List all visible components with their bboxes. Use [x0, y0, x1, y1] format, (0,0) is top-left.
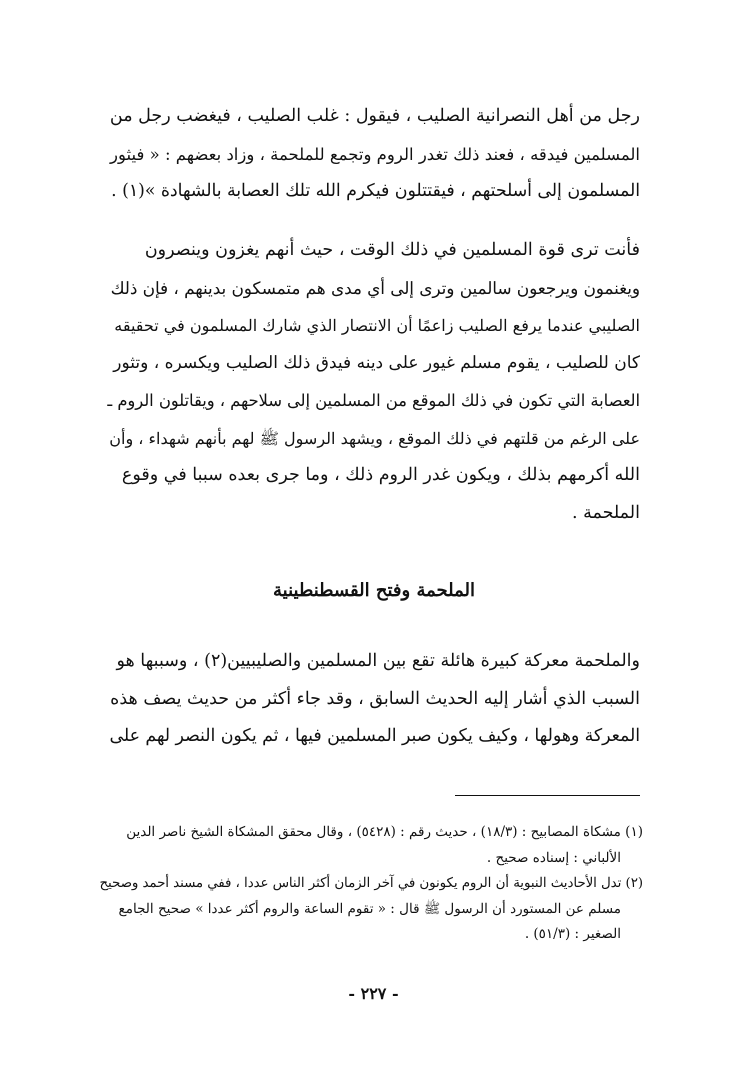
text-line: العصابة التي تكون في ذلك الموقع من المسلمين إلى سلاحهم ، ويقاتلون الروم ـ: [107, 391, 640, 410]
text-line: على الرغم من قلتهم في ذلك الموقع ، ويشهد الرسول ﷺ لهم بأنهم شهداء ، وأن: [109, 428, 640, 448]
footnote-divider: [455, 795, 640, 796]
paragraph-3: [108, 643, 640, 756]
text-line: ويغنمون ويرجعون سالمين وترى إلى أي مدى هم متمسكون بدينهم ، فإن ذلك: [110, 277, 640, 298]
text-line: المعركة وهولها ، وكيف يكون صبر المسلمين فيها ، ثم يكون النصر لهم على: [109, 726, 640, 746]
text-line: المسلمون إلى أسلحتهم ، فيقتتلون فيكرم الله تلك العصابة بالشهادة »(١) .: [111, 181, 640, 201]
text-line: كان للصليب ، يقوم مسلم غيور على دينه فيدق ذلك الصليب ويكسره ، وتثور: [113, 352, 640, 373]
text-line: الله أكرمهم بذلك ، ويكون غدر الروم ذلك ، وما جرى بعده سببا في وقوع: [121, 465, 640, 485]
paragraph-1: [108, 98, 640, 211]
text-line: الصليبي عندما يرفع الصليب زاعمًا أن الانتصار الذي شارك المسلمون في تحقيقه: [114, 316, 640, 335]
footnote-line: الألباني : إسناده صحيح .: [486, 849, 621, 866]
text-line: فأنت ترى قوة المسلمين في ذلك الوقت ، حيث أنهم يغزون وينصرون: [144, 240, 640, 260]
footnote-line: الصغير : (٥١/٣) .: [524, 926, 621, 942]
footnote-line: (١) مشكاة المصابيح : (١٨/٣) ، حديث رقم : (٥٤٢٨) ، وقال محقق المشكاة الشيخ ناصر الدين: [126, 824, 643, 840]
page-number: - ٢٢٧ -: [348, 984, 399, 1003]
paragraph-2: [108, 232, 640, 532]
text-line: رجل من أهل النصرانية الصليب ، فيقول : غلب الصليب ، فيغضب رجل من: [109, 106, 640, 126]
section-heading: الملحمة وفتح القسطنطينية: [273, 580, 475, 601]
footnote-line: (٢) تدل الأحاديث النبوية أن الروم يكونون في آخر الزمان أكثر الناس عددا ، ففي مسند أحمد وصحيح: [99, 876, 643, 891]
text-line: الملحمة .: [571, 502, 640, 523]
footnote-line: مسلم عن المستورد أن الرسول ﷺ قال : « تقوم الساعة والروم أكثر عددا » صحيح الجامع: [118, 900, 621, 917]
text-line: السبب الذي أشار إليه الحديث السابق ، وقد جاء أكثر من حديث يصف هذه: [110, 688, 640, 709]
text-line: المسلمين فيدقه ، فعند ذلك تغدر الروم وتجمع للملحمة ، وزاد بعضهم : « فيثور: [110, 144, 640, 164]
footnotes: [96, 820, 643, 948]
text-line: والملحمة معركة كبيرة هائلة تقع بين المسلمين والصليبيين(٢) ، وسببها هو: [116, 651, 640, 671]
